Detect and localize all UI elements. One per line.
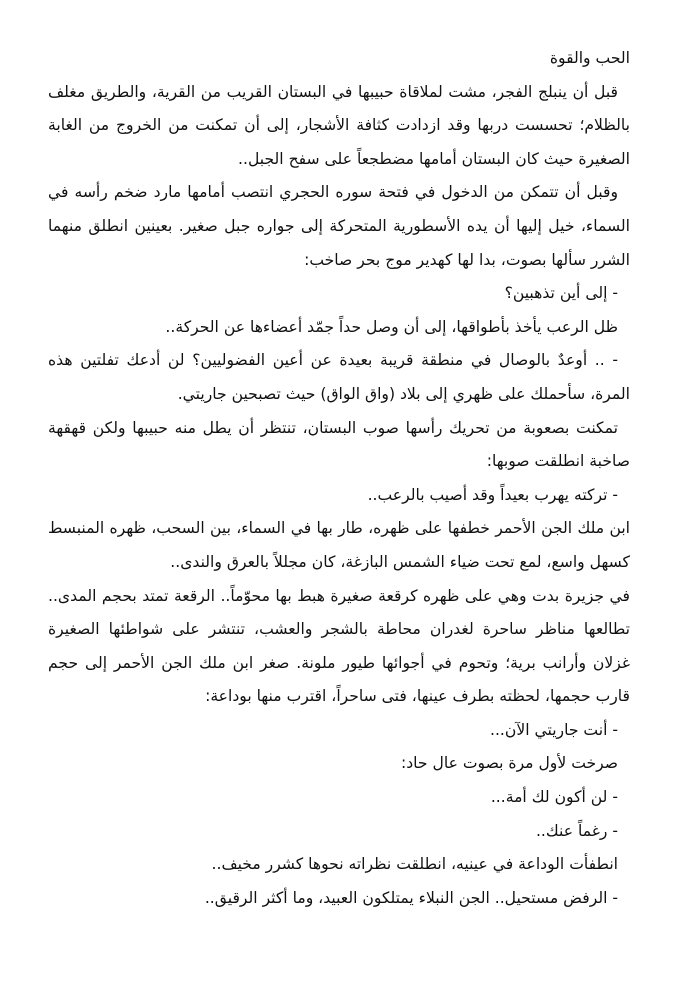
dialogue-line: - أنت جاريتي الآن...: [490, 720, 618, 739]
dialogue-line: - لن أكون لك أمة...: [490, 788, 618, 807]
paragraph: ظل الرعب يأخذ بأطواقها، إلى أن وصل حداً جمّد أعضاءها عن الحركة..: [165, 317, 618, 336]
paragraph: ابن ملك الجن الأحمر خطفها على ظهره، طار بها في السماء، بين السحب، ظهره المنبسط كسهل واسع، لمع تحت ضياء الشمس البازغة، كان مجللاً بالعرق والندى..: [48, 519, 630, 571]
dialogue-line: - .. أوعدٌ بالوصال في منطقة قريبة بعيدة عن أعين الفضوليين؟ لن أدعك تفلتين هذه المرة، سأحملك على ظهري إلى بلاد (واق الواق) حيث تصبحين جاريتي.: [48, 351, 630, 403]
dialogue-line: - الرفض مستحيل.. الجن النبلاء يمتلكون العبيد، وما أكثر الرقيق..: [204, 888, 618, 907]
paragraph: انطفأت الوداعة في عينيه، انطلقت نظراته نحوها كشرر مخيف..: [211, 855, 618, 874]
document-page: [48, 42, 630, 915]
dialogue-line: - تركته يهرب بعيداً وقد أصيب بالرعب..: [367, 485, 618, 504]
paragraph: تمكنت بصعوبة من تحريك رأسها صوب البستان، تنتظر أن يطل منه حبيبها ولكن قهقهة صاخبة انطلقت صوبها:: [48, 418, 630, 471]
paragraph: صرخت لأول مرة بصوت عال حاد:: [400, 754, 618, 773]
paragraph: في جزيرة بدت وهي على ظهره كرقعة صغيرة هبط بها محوّماً.. الرقعة تمتد بحجم المدى.. تطالعها مناظر ساحرة لغدران محاطة بالشجر والعشب، تنتشر على شواطئها الصغيرة غزلان وأرانب برية؛ وتحوم في أجوائها طيور ملونة. صغر ابن ملك الجن الأحمر إلى حجم قارب حجمها، لحظته بطرف عينها، فتى ساحراً، اقترب منها بوداعة:: [48, 586, 630, 706]
story-title: الحب والقوة: [549, 49, 630, 67]
dialogue-line: - إلى أين تذهبين؟: [504, 284, 618, 303]
paragraph: وقبل أن تتمكن من الدخول في فتحة سوره الحجري انتصب أمامها مارد ضخم رأسه في السماء، خيل إليها أن يده الأسطورية المتحركة إلى جواره جبل صغير. بعينين انطلق منهما الشرر سألها بصوت، بدا لها كهدير موج بحر صاخب:: [48, 183, 630, 269]
dialogue-line: - رغماً عنك..: [535, 821, 618, 840]
paragraph: قبل أن ينبلج الفجر، مشت لملاقاة حبيبها في البستان القريب من القرية، والطريق مغلف بالظلام؛ تحسست دربها وقد ازدادت كثافة الأشجار، إلى أن تمكنت من الخروج من الغابة الصغيرة حيث كان البستان أمامها مضطجعاً على سفح الجبل..: [48, 82, 630, 168]
